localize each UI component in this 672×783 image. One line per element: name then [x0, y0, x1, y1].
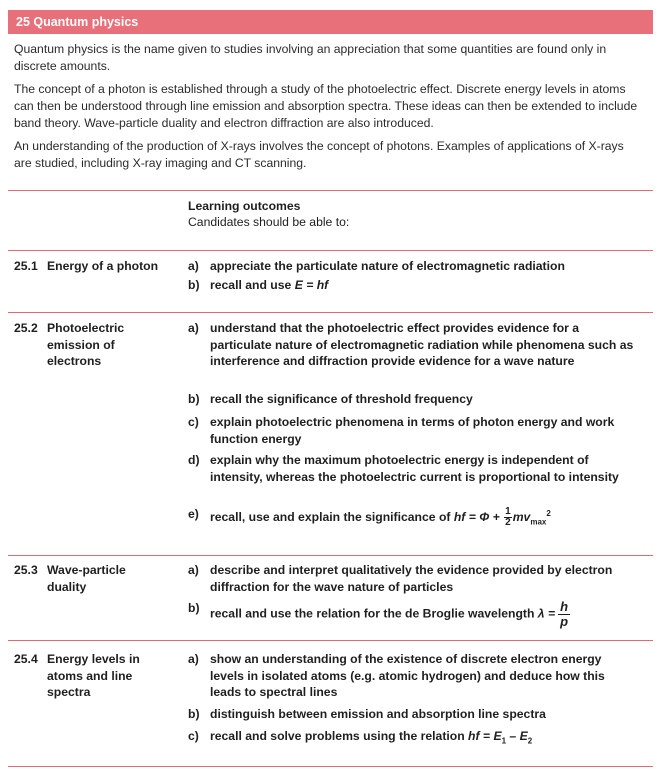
item-letter: c)	[188, 415, 199, 429]
outcome-item	[188, 600, 638, 629]
item-text: understand that the photoelectric effect provides evidence for a particulate nature of electromagnetic radiation while phenomena such as interference and diffraction provide evidence for a wave nature	[210, 321, 634, 368]
section-25-4-label	[14, 651, 159, 701]
section-number: 25.4	[14, 652, 38, 666]
section-25-2-label	[14, 320, 142, 370]
section-title: 25 Quantum physics	[16, 15, 139, 29]
item-text: distinguish between emission and absorption line spectra	[210, 707, 546, 721]
item-text: explain photoelectric phenomena in terms of photon energy and work function energy	[210, 415, 615, 446]
item-letter: b)	[188, 278, 200, 292]
outcome-item	[188, 506, 638, 531]
item-letter: c)	[188, 729, 199, 743]
formula: hf = $E_1 - E_2$	[468, 729, 533, 746]
divider	[8, 640, 653, 641]
learning-outcomes-title: Learning outcomes	[188, 199, 301, 213]
item-letter: b)	[188, 392, 200, 406]
section-25-1-label	[14, 258, 187, 275]
section-number: 25.2	[14, 321, 38, 335]
item-letter: a)	[188, 652, 199, 666]
section-name: Wave-particle duality	[47, 563, 126, 594]
outcome-item	[188, 651, 638, 701]
fraction: $\frac{h}{p}$	[560, 599, 569, 629]
outcome-item	[188, 277, 638, 294]
formula: λ =	[537, 606, 556, 621]
outcome-item	[188, 728, 638, 750]
formula: E = hf	[294, 278, 329, 292]
section-header	[8, 10, 653, 34]
fraction: $\frac{1}{2}$	[505, 506, 511, 529]
item-text: recall and use	[210, 278, 295, 292]
item-text: recall and use the relation for the de Broglie wavelength	[210, 606, 538, 621]
outcome-item	[188, 258, 638, 275]
section-25-3-label	[14, 562, 142, 595]
section-name: Energy of a photon	[47, 259, 159, 273]
item-text: show an understanding of the existence of discrete electron energy levels in isolated atoms (e.g. atomic hydrogen) and deduce how this leads to spectral lines	[210, 652, 605, 699]
outcome-item	[188, 452, 638, 485]
item-letter: a)	[188, 321, 199, 335]
item-letter: a)	[188, 259, 199, 273]
item-text: appreciate the particulate nature of electromagnetic radiation	[210, 259, 565, 273]
outcome-item	[188, 414, 638, 447]
outcome-item	[188, 320, 638, 370]
item-letter: d)	[188, 453, 200, 467]
item-letter: e)	[188, 507, 199, 521]
divider	[8, 190, 653, 191]
divider	[8, 312, 653, 313]
item-letter: b)	[188, 707, 200, 721]
item-text: recall and solve problems using the relation	[210, 729, 469, 743]
learning-outcomes-heading	[188, 198, 349, 230]
outcome-item	[188, 706, 638, 723]
intro-paragraph-1: Quantum physics is the name given to studies involving an appreciation that some quantities are found only in discrete amounts.	[14, 42, 607, 73]
item-text: recall the significance of threshold frequency	[210, 392, 473, 406]
intro-paragraph-3: An understanding of the production of X-rays involves the concept of photons. Examples of applications of X-rays are studied, including X-ray imaging and CT scanning.	[14, 139, 624, 170]
item-letter: b)	[188, 601, 200, 615]
divider	[8, 555, 653, 556]
divider	[8, 766, 653, 767]
item-text: explain why the maximum photoelectric energy is independent of intensity, whereas the photoelectric current is proportional to intensity	[210, 453, 619, 484]
section-name: Energy levels in atoms and line spectra	[47, 652, 140, 699]
outcome-item	[188, 391, 638, 408]
item-text: recall, use and explain the significance of	[210, 510, 454, 525]
section-number: 25.1	[14, 259, 38, 273]
outcome-item	[188, 562, 638, 595]
item-text: describe and interpret qualitatively the evidence provided by electron diffraction for the wave nature of particles	[210, 563, 613, 594]
item-letter: a)	[188, 563, 199, 577]
formula: hf = Φ + $\frac{1}{2}$ $mv_{max}^2$	[453, 506, 551, 529]
learning-outcomes-subtitle: Candidates should be able to:	[188, 215, 350, 229]
section-number: 25.3	[14, 563, 38, 577]
divider	[8, 250, 653, 251]
section-name: Photoelectric emission of electrons	[47, 321, 125, 368]
intro-paragraph-2: The concept of a photon is established through a study of the photoelectric effect. Discrete energy levels in atoms can then be understood through line emission and absorption spectra. These ideas can then be extended to include band theory. Wave-particle duality and electron diffraction are also introduced.	[14, 82, 638, 130]
